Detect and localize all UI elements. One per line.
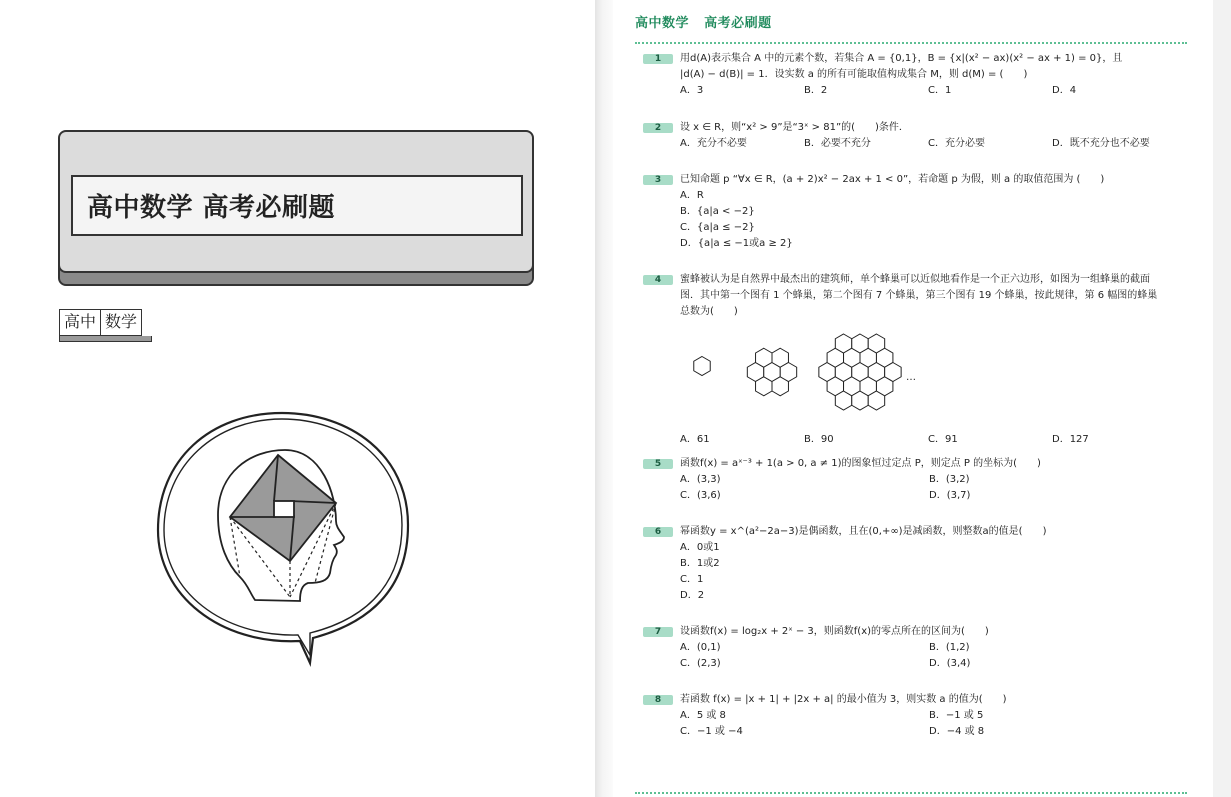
question-number-badge: 7 [643,627,673,637]
question-number-badge: 4 [643,275,673,285]
head-thinking-illustration [150,405,415,670]
page-gutter [595,0,613,797]
question-stem-line: 设函数f(x) = log₂x + 2ˣ − 3，则函数f(x)的零点所在的区间为( ) [680,626,989,637]
option-a: A．(3,3) [680,474,721,485]
option-d: D．既不充分也不必要 [1052,138,1150,149]
question-7 [643,624,1188,672]
option-d: D．127 [1052,434,1089,445]
option-a: A．3 [680,85,704,96]
honeycomb-ellipsis: … [906,372,916,383]
option-b: B．1或2 [680,558,720,569]
question-page[interactable] [613,0,1213,797]
question-6 [643,524,1188,604]
header-divider [635,42,1187,44]
option-b: B．必要不充分 [804,138,871,149]
option-b: B．(3,2) [929,474,970,485]
option-a: A．充分不必要 [680,138,747,149]
option-c: C．(3,6) [680,490,721,501]
option-c: C．(2,3) [680,658,721,669]
option-a: A．(0,1) [680,642,721,653]
option-d: D．(3,4) [929,658,971,669]
option-c: C．−1 或 −4 [680,726,743,737]
question-1 [643,51,1188,99]
option-a: A．5 或 8 [680,710,726,721]
honeycomb-cell [780,363,796,382]
honeycomb-cell [694,357,710,376]
option-c: C．{a|a ≤ −2} [680,222,755,233]
question-stem-line: |d(A) − d(B)| = 1．设实数 a 的所有可能取值构成集合 M，则 d(M) = ( ) [680,69,1028,80]
question-stem-line: 蜜蜂被认为是自然界中最杰出的建筑师，单个蜂巢可以近似地看作是一个正六边形，如图为一组蜂巢的截面 [680,274,1150,285]
option-b: B．(1,2) [929,642,970,653]
page-header-title: 高中数学 高考必刷题 [635,16,772,31]
vertical-scrollbar[interactable] [1213,0,1231,797]
subject-tag-right: 数学 [101,309,142,336]
option-d: D．(3,7) [929,490,971,501]
cover-title-box [58,130,534,273]
question-stem-line: 用d(A)表示集合 A 中的元素个数，若集合 A = {0,1}，B = {x|(x² − ax)(x² − ax + 1) = 0}，且 [680,53,1123,64]
question-stem-line: 图．其中第一个图有 1 个蜂巢，第二个图有 7 个蜂巢，第三个图有 19 个蜂巢，按此规律，第 6 幅图的蜂巢 [680,290,1158,301]
option-d: D．{a|a ≤ −1或a ≥ 2} [680,238,793,249]
question-stem-line: 函数f(x) = aˣ⁻³ + 1(a > 0, a ≠ 1)的图象恒过定点 P，则定点 P 的坐标为( ) [680,458,1041,469]
question-2 [643,120,1188,152]
option-c: C．1 [928,85,952,96]
option-d: D．2 [680,590,705,601]
question-stem-line: 若函数 f(x) = |x + 1| + |2x + a| 的最小值为 3，则实数 a 的值为( ) [680,694,1007,705]
option-d: D．4 [1052,85,1077,96]
honeycomb-figure [680,330,940,420]
option-b: B．2 [804,85,828,96]
cover-page [0,0,595,797]
honeycomb-cell [885,363,901,382]
question-number-badge: 3 [643,175,673,185]
question-number-badge: 6 [643,527,673,537]
question-stem-line: 已知命题 p “∀x ∈ R，(a + 2)x² − 2ax + 1 < 0”，若命题 p 为假，则 a 的取值范围为 ( ) [680,174,1105,185]
option-c: C．充分必要 [928,138,985,149]
option-a: A．61 [680,434,710,445]
option-b: B．−1 或 5 [929,710,984,721]
question-number-badge: 8 [643,695,673,705]
question-stem-line: 总数为( ) [680,306,738,317]
subject-tag-left: 高中 [59,309,101,336]
question-8 [643,692,1188,740]
subject-tag [59,309,152,344]
question-number-badge: 1 [643,54,673,64]
option-a: A．0或1 [680,542,720,553]
option-d: D．−4 或 8 [929,726,985,737]
option-c: C．1 [680,574,704,585]
option-c: C．91 [928,434,958,445]
option-b: B．{a|a < −2} [680,206,755,217]
option-a: A．R [680,190,704,201]
question-stem-line: 幂函数y = x^(a²−2a−3)是偶函数，且在(0,+∞)是减函数，则整数a的值是( ) [680,526,1047,537]
subject-tag-base [59,336,152,342]
question-number-badge: 5 [643,459,673,469]
option-b: B．90 [804,434,834,445]
cover-title: 高中数学 高考必刷题 [87,193,336,223]
question-number-badge: 2 [643,123,673,133]
question-5 [643,456,1188,504]
footer-divider [635,792,1187,794]
cover-title-frame [71,175,523,236]
question-4 [643,272,1188,448]
question-3 [643,172,1188,252]
question-stem-line: 设 x ∈ R，则“x² > 9”是“3ˣ > 81”的( )条件． [680,122,909,133]
